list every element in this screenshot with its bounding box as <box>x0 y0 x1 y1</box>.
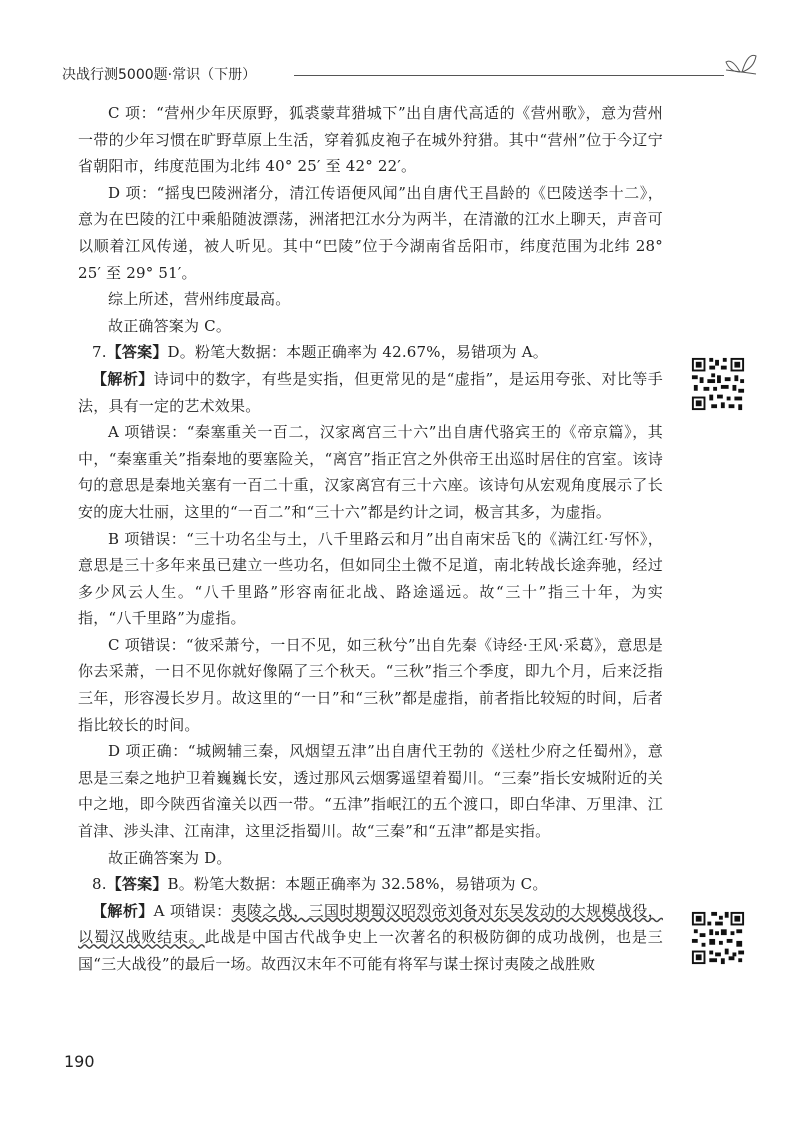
answer-label: 【答案】 <box>106 875 168 894</box>
running-header <box>62 60 752 86</box>
leaf-icon <box>722 48 762 80</box>
question-8-number: 8. <box>92 875 107 894</box>
underlined-text: 夷陵之战，三国时期蜀汉昭烈帝刘备对东吴发动的大规模战役，以蜀汉战败结束。 <box>78 901 663 947</box>
question-7-answer <box>78 339 663 366</box>
explanation-label: 【解析】 <box>92 369 154 388</box>
explanation-label: 【解析】 <box>92 901 154 920</box>
answer-label: 【答案】 <box>106 343 168 362</box>
paragraph-7-option-b: B 项错误：“三十功名尘与土，八千里路云和月”出自南宋岳飞的《满江红·写怀》，意思是三十多年来虽已建立一些功名，但如同尘土微不足道，南北转战长途奔驰，经过多少风云人生。“八千里路”形容南征北战、路途遥远。故“三十”指三十年，为实指，“八千里路”为虚指。 <box>78 529 663 628</box>
explanation-text: A 项错误： <box>153 901 232 920</box>
paragraph-7-option-d: D 项正确：“城阙辅三秦，风烟望五津”出自唐代王勃的《送杜少府之任蜀州》，意思是三秦之地护卫着巍巍长安，透过那风云烟雾遥望着蜀川。“三秦”指长安城附近的关中之地，即今陕西省潼关以西一带。“五津”指岷江的五个渡口，即白华津、万里津、江首津、涉头津、江南津，这里泛指蜀川。故“三秦”和“五津”都是实指。 <box>78 742 663 841</box>
answer-text: D。粉笔大数据：本题正确率为 42.67%，易错项为 A。 <box>167 343 548 362</box>
question-8-answer <box>78 871 663 898</box>
paragraph-option-d: D 项：“摇曳巴陵洲渚分，清江传语便风闻”出自唐代王昌龄的《巴陵送李十二》，意为在巴陵的江中乘船随波漂荡，洲渚把江水分为两半，在清澈的江水上聊天，声音可以顺着江风传递，被人听见。其中“巴陵”位于今湖南省岳阳市，纬度范围为北纬 28° 25′ 至 29° 51′。 <box>78 183 663 282</box>
header-title: 决战行测5000题·常识（下册） <box>62 67 257 83</box>
qr-code-icon[interactable] <box>690 356 746 412</box>
question-8-explanation <box>78 898 663 978</box>
answer-text: B。粉笔大数据：本题正确率为 32.58%，易错项为 C。 <box>167 875 548 894</box>
paragraph-7-option-c: C 项错误：“彼采萧兮，一日不见，如三秋兮”出自先秦《诗经·王风·采葛》，意思是你去采萧，一日不见你就好像隔了三个秋天。“三秋”指三个季度，即九个月，后来泛指三年，形容漫长岁月。故这里的“一日”和“三秋”都是虚指，前者指比较短的时间，后者指比较长的时间。 <box>78 635 663 734</box>
explanation-text: 诗词中的数字，有些是实指，但更常见的是“虚指”，是运用夸张、对比等手法，具有一定的艺术效果。 <box>78 369 663 415</box>
page-number: 190 <box>64 1052 95 1071</box>
header-rule <box>294 75 724 76</box>
page-body <box>78 100 663 978</box>
paragraph-summary: 综上所述，营州纬度最高。 <box>108 290 291 309</box>
paragraph-option-c: C 项：“营州少年厌原野，狐裘蒙茸猎城下”出自唐代高适的《营州歌》，意为营州一带的少年习惯在旷野草原上生活，穿着狐皮袍子在城外狩猎。其中“营州”位于今辽宁省朝阳市，纬度范围为北纬 40° 25′ 至 42° 22′。 <box>78 104 663 176</box>
qr-code-icon[interactable] <box>690 910 746 966</box>
paragraph-answer-c: 故正确答案为 C。 <box>108 316 232 335</box>
explanation-text-continued: 此战是中国古代战争史上一次著名的积极防御的成功战例，也是三国“三大战役”的最后一场。故西汉末年不可能有将军与谋士探讨夷陵之战胜败 <box>78 928 663 973</box>
question-7-explanation <box>78 366 663 419</box>
paragraph-answer-d: 故正确答案为 D。 <box>108 848 232 867</box>
question-7-number: 7. <box>92 343 107 362</box>
paragraph-7-option-a: A 项错误：“秦塞重关一百二，汉家离宫三十六”出自唐代骆宾王的《帝京篇》，其中，“秦塞重关”指秦地的要塞险关，“离宫”指正宫之外供帝王出巡时居住的宫室。该诗句的意思是秦地关塞有一百二十重，汉家离宫有三十六座。该诗句从宏观角度展示了长安的庞大壮丽，这里的“一百二”和“三十六”都是约计之词，极言其多，为虚指。 <box>78 423 663 521</box>
